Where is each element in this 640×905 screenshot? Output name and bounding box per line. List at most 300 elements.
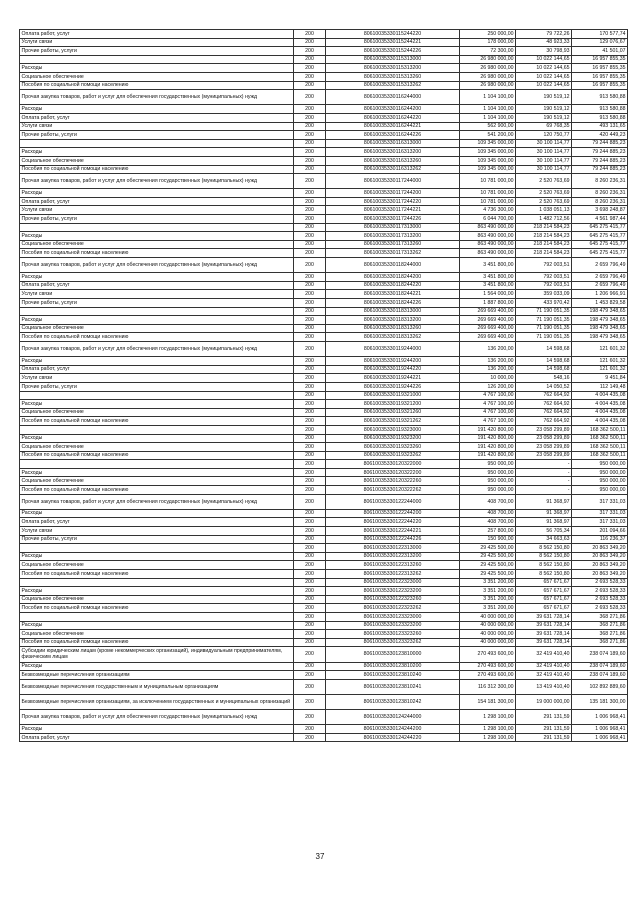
- table-row: [20, 365, 628, 374]
- row-code-cell: 200: [294, 612, 326, 621]
- unexecuted-amount-cell: 112 149,48: [572, 382, 628, 391]
- unexecuted-amount-cell: 129 076,67: [572, 38, 628, 47]
- executed-amount-cell: 19 000 000,00: [516, 694, 572, 709]
- row-label-cell: Оплата работ, услуг: [20, 518, 294, 527]
- row-label-cell: Расходы: [20, 468, 294, 477]
- table-row: [20, 630, 628, 639]
- table-row: [20, 148, 628, 157]
- approved-amount-cell: 863 490 000,00: [460, 249, 516, 258]
- table-row: [20, 55, 628, 64]
- row-label-cell: Прочая закупка товаров, работ и услуг для обеспечения государственных (муниципальных) нужд: [20, 258, 294, 273]
- budget-code-cell: 80610035330123323000: [326, 612, 460, 621]
- row-label-cell: Прочие работы, услуги: [20, 382, 294, 391]
- table-row: [20, 527, 628, 536]
- row-label-cell: Безвозмездные перечисления государственным и муниципальным организациям: [20, 679, 294, 694]
- table-row: [20, 299, 628, 308]
- executed-amount-cell: 10 022 144,65: [516, 55, 572, 64]
- approved-amount-cell: 3 351 200,00: [460, 587, 516, 596]
- row-label-cell: Расходы: [20, 400, 294, 409]
- table-row: [20, 710, 628, 725]
- budget-code-cell: 80610035330118244221: [326, 290, 460, 299]
- table-row: [20, 494, 628, 509]
- row-code-cell: 200: [294, 374, 326, 383]
- table-row: [20, 189, 628, 198]
- budget-code-cell: 80610035330122323260: [326, 595, 460, 604]
- table-row: [20, 595, 628, 604]
- row-code-cell: 200: [294, 486, 326, 495]
- row-code-cell: 200: [294, 587, 326, 596]
- row-code-cell: 200: [294, 273, 326, 282]
- row-label-cell: Услуги связи: [20, 38, 294, 47]
- unexecuted-amount-cell: 198 479 348,65: [572, 316, 628, 325]
- row-code-cell: 200: [294, 90, 326, 105]
- unexecuted-amount-cell: 198 479 348,65: [572, 324, 628, 333]
- unexecuted-amount-cell: 238 074 189,60: [572, 671, 628, 680]
- executed-amount-cell: 79 722,26: [516, 30, 572, 39]
- budget-code-cell: 80610035330119323262: [326, 451, 460, 460]
- unexecuted-amount-cell: 41 501,07: [572, 47, 628, 56]
- unexecuted-amount-cell: 8 260 236,31: [572, 174, 628, 189]
- approved-amount-cell: 40 000 000,00: [460, 621, 516, 630]
- executed-amount-cell: 39 631 728,14: [516, 612, 572, 621]
- approved-amount-cell: 250 000,00: [460, 30, 516, 39]
- row-code-cell: 200: [294, 113, 326, 122]
- row-label-cell: Прочие работы, услуги: [20, 299, 294, 308]
- unexecuted-amount-cell: 1 006 968,41: [572, 710, 628, 725]
- executed-amount-cell: 190 519,12: [516, 105, 572, 114]
- unexecuted-amount-cell: 1 453 829,58: [572, 299, 628, 308]
- budget-code-cell: 80610035330116313000: [326, 139, 460, 148]
- row-code-cell: 200: [294, 215, 326, 224]
- row-label-cell: Расходы: [20, 105, 294, 114]
- unexecuted-amount-cell: 1 006 968,41: [572, 725, 628, 734]
- table-row: [20, 240, 628, 249]
- budget-code-cell: 80610035330123323260: [326, 630, 460, 639]
- unexecuted-amount-cell: 913 580,88: [572, 113, 628, 122]
- executed-amount-cell: 792 003,51: [516, 281, 572, 290]
- table-row: [20, 417, 628, 426]
- approved-amount-cell: 950 000,00: [460, 468, 516, 477]
- executed-amount-cell: 14 598,68: [516, 365, 572, 374]
- executed-amount-cell: -: [516, 468, 572, 477]
- row-code-cell: 200: [294, 299, 326, 308]
- budget-code-cell: 80610035330123810241: [326, 679, 460, 694]
- approved-amount-cell: 863 490 000,00: [460, 223, 516, 232]
- table-row: [20, 374, 628, 383]
- row-code-cell: 200: [294, 434, 326, 443]
- approved-amount-cell: 3 351 200,00: [460, 604, 516, 613]
- approved-amount-cell: 10 781 000,00: [460, 197, 516, 206]
- table-row: [20, 165, 628, 174]
- row-code-cell: 200: [294, 630, 326, 639]
- executed-amount-cell: 2 520 763,69: [516, 189, 572, 198]
- table-row: [20, 604, 628, 613]
- budget-code-cell: 80610035330119244226: [326, 382, 460, 391]
- executed-amount-cell: -: [516, 477, 572, 486]
- executed-amount-cell: 2 520 763,69: [516, 174, 572, 189]
- approved-amount-cell: 29 425 500,00: [460, 570, 516, 579]
- approved-amount-cell: 10 781 000,00: [460, 174, 516, 189]
- row-code-cell: 200: [294, 733, 326, 742]
- budget-code-cell: 80610035330120322260: [326, 477, 460, 486]
- table-row: [20, 131, 628, 140]
- row-label-cell: Оплата работ, услуг: [20, 30, 294, 39]
- executed-amount-cell: 71 190 051,35: [516, 333, 572, 342]
- row-code-cell: 200: [294, 552, 326, 561]
- unexecuted-amount-cell: 20 863 349,20: [572, 570, 628, 579]
- approved-amount-cell: 10 000,00: [460, 374, 516, 383]
- budget-code-cell: 80610035330119244220: [326, 365, 460, 374]
- row-label-cell: Расходы: [20, 509, 294, 518]
- budget-code-cell: 80610035330119244000: [326, 341, 460, 356]
- approved-amount-cell: 3 451 800,00: [460, 258, 516, 273]
- budget-code-cell: 80610035330123323200: [326, 621, 460, 630]
- executed-amount-cell: 8 562 150,80: [516, 561, 572, 570]
- executed-amount-cell: 792 003,51: [516, 273, 572, 282]
- unexecuted-amount-cell: 170 577,74: [572, 30, 628, 39]
- executed-amount-cell: 39 631 728,14: [516, 630, 572, 639]
- table-row: [20, 535, 628, 544]
- budget-code-cell: 80610035330122313000: [326, 544, 460, 553]
- table-row: [20, 197, 628, 206]
- table-row: [20, 258, 628, 273]
- row-code-cell: 200: [294, 671, 326, 680]
- executed-amount-cell: 69 768,35: [516, 122, 572, 131]
- row-label-cell: Услуги связи: [20, 374, 294, 383]
- row-label-cell: Субсидии юридическим лицам (кроме некоммерческих организаций), индивидуальным предпринимателям, физическим лицам: [20, 647, 294, 662]
- row-label-cell: Прочая закупка товаров, работ и услуг для обеспечения государственных (муниципальных) нужд: [20, 710, 294, 725]
- approved-amount-cell: 3 451 800,00: [460, 281, 516, 290]
- budget-code-cell: 80610035330116244221: [326, 122, 460, 131]
- unexecuted-amount-cell: 1 006 968,41: [572, 733, 628, 742]
- table-row: [20, 612, 628, 621]
- approved-amount-cell: 126 200,00: [460, 382, 516, 391]
- unexecuted-amount-cell: 168 362 500,11: [572, 451, 628, 460]
- approved-amount-cell: 29 425 500,00: [460, 561, 516, 570]
- row-label-cell: Оплата работ, услуг: [20, 197, 294, 206]
- unexecuted-amount-cell: 16 957 855,35: [572, 81, 628, 90]
- approved-amount-cell: 4 767 100,00: [460, 391, 516, 400]
- table-row: [20, 587, 628, 596]
- row-code-cell: 200: [294, 122, 326, 131]
- approved-amount-cell: 1 298 100,00: [460, 725, 516, 734]
- executed-amount-cell: 218 214 584,23: [516, 249, 572, 258]
- budget-code-cell: 80610035330117313200: [326, 232, 460, 241]
- approved-amount-cell: 408 700,00: [460, 518, 516, 527]
- budget-code-cell: 80610035330122313260: [326, 561, 460, 570]
- row-label-cell: Пособия по социальной помощи населению: [20, 451, 294, 460]
- row-code-cell: 200: [294, 725, 326, 734]
- executed-amount-cell: 762 664,92: [516, 417, 572, 426]
- row-label-cell: Расходы: [20, 357, 294, 366]
- budget-code-cell: 80610035330115313000: [326, 55, 460, 64]
- budget-code-cell: 80610035330124244000: [326, 710, 460, 725]
- row-code-cell: 200: [294, 694, 326, 709]
- approved-amount-cell: 4 767 100,00: [460, 417, 516, 426]
- table-row: [20, 486, 628, 495]
- budget-code-cell: 80610035330120322000: [326, 460, 460, 469]
- unexecuted-amount-cell: 102 892 889,60: [572, 679, 628, 694]
- row-code-cell: 200: [294, 604, 326, 613]
- row-code-cell: 200: [294, 518, 326, 527]
- row-code-cell: 200: [294, 30, 326, 39]
- budget-code-cell: 80610035330122244221: [326, 527, 460, 536]
- approved-amount-cell: 109 345 000,00: [460, 156, 516, 165]
- row-code-cell: 200: [294, 206, 326, 215]
- executed-amount-cell: 34 663,63: [516, 535, 572, 544]
- approved-amount-cell: 270 493 600,00: [460, 671, 516, 680]
- executed-amount-cell: 657 671,67: [516, 587, 572, 596]
- approved-amount-cell: 1 564 000,00: [460, 290, 516, 299]
- unexecuted-amount-cell: 4 004 435,08: [572, 391, 628, 400]
- row-label-cell: [20, 55, 294, 64]
- row-label-cell: [20, 139, 294, 148]
- table-row: [20, 113, 628, 122]
- unexecuted-amount-cell: 645 275 415,77: [572, 223, 628, 232]
- table-row: [20, 316, 628, 325]
- row-label-cell: Социальное обеспечение: [20, 240, 294, 249]
- budget-code-cell: 80610035330118244220: [326, 281, 460, 290]
- table-row: [20, 638, 628, 647]
- approved-amount-cell: 136 200,00: [460, 341, 516, 356]
- executed-amount-cell: 30 100 114,77: [516, 148, 572, 157]
- row-label-cell: Социальное обеспечение: [20, 324, 294, 333]
- approved-amount-cell: 269 669 400,00: [460, 307, 516, 316]
- table-row: [20, 333, 628, 342]
- executed-amount-cell: 91 368,97: [516, 494, 572, 509]
- unexecuted-amount-cell: 1 206 966,91: [572, 290, 628, 299]
- budget-code-cell: 80610035330115313200: [326, 64, 460, 73]
- executed-amount-cell: 762 664,92: [516, 400, 572, 409]
- row-label-cell: Услуги связи: [20, 206, 294, 215]
- unexecuted-amount-cell: 950 000,00: [572, 477, 628, 486]
- table-row: [20, 38, 628, 47]
- row-label-cell: [20, 544, 294, 553]
- approved-amount-cell: 26 980 000,00: [460, 72, 516, 81]
- approved-amount-cell: 4 767 100,00: [460, 408, 516, 417]
- budget-code-cell: 80610035330115244220: [326, 30, 460, 39]
- row-code-cell: 200: [294, 223, 326, 232]
- budget-code-cell: 80610035330116313260: [326, 156, 460, 165]
- executed-amount-cell: 48 923,33: [516, 38, 572, 47]
- row-code-cell: 200: [294, 307, 326, 316]
- table-row: [20, 570, 628, 579]
- budget-code-cell: 80610035330118244000: [326, 258, 460, 273]
- unexecuted-amount-cell: 4 004 435,08: [572, 400, 628, 409]
- table-row: [20, 518, 628, 527]
- budget-code-cell: 80610035330116244000: [326, 90, 460, 105]
- executed-amount-cell: 14 050,52: [516, 382, 572, 391]
- unexecuted-amount-cell: 16 957 855,35: [572, 55, 628, 64]
- table-row: [20, 90, 628, 105]
- row-code-cell: 200: [294, 156, 326, 165]
- row-code-cell: 200: [294, 527, 326, 536]
- unexecuted-amount-cell: 16 957 855,35: [572, 64, 628, 73]
- budget-code-cell: 80610035330120322262: [326, 486, 460, 495]
- unexecuted-amount-cell: 238 074 189,60: [572, 647, 628, 662]
- approved-amount-cell: 191 420 800,00: [460, 451, 516, 460]
- row-label-cell: Расходы: [20, 621, 294, 630]
- executed-amount-cell: 762 664,92: [516, 391, 572, 400]
- row-code-cell: 200: [294, 391, 326, 400]
- row-code-cell: 200: [294, 357, 326, 366]
- executed-amount-cell: 657 671,67: [516, 595, 572, 604]
- table-row: [20, 434, 628, 443]
- row-label-cell: [20, 391, 294, 400]
- budget-code-cell: 80610035330119323200: [326, 434, 460, 443]
- approved-amount-cell: 191 420 800,00: [460, 443, 516, 452]
- budget-code-cell: 80610035330117244200: [326, 189, 460, 198]
- row-label-cell: Прочая закупка товаров, работ и услуг для обеспечения государственных (муниципальных) нужд: [20, 90, 294, 105]
- unexecuted-amount-cell: 20 863 349,20: [572, 561, 628, 570]
- table-row: [20, 122, 628, 131]
- unexecuted-amount-cell: 2 693 528,33: [572, 578, 628, 587]
- row-code-cell: 200: [294, 400, 326, 409]
- approved-amount-cell: 6 044 700,00: [460, 215, 516, 224]
- row-label-cell: Пособия по социальной помощи населению: [20, 570, 294, 579]
- approved-amount-cell: 40 000 000,00: [460, 630, 516, 639]
- unexecuted-amount-cell: 645 275 415,77: [572, 240, 628, 249]
- unexecuted-amount-cell: 950 000,00: [572, 486, 628, 495]
- executed-amount-cell: 71 190 051,35: [516, 307, 572, 316]
- row-code-cell: 200: [294, 148, 326, 157]
- approved-amount-cell: 950 000,00: [460, 477, 516, 486]
- executed-amount-cell: 23 058 299,89: [516, 434, 572, 443]
- row-label-cell: [20, 578, 294, 587]
- approved-amount-cell: 1 104 100,00: [460, 113, 516, 122]
- table-row: [20, 725, 628, 734]
- budget-code-cell: 80610035330119321000: [326, 391, 460, 400]
- row-code-cell: 200: [294, 382, 326, 391]
- approved-amount-cell: 116 312 300,00: [460, 679, 516, 694]
- executed-amount-cell: 792 003,51: [516, 258, 572, 273]
- unexecuted-amount-cell: 368 271,86: [572, 638, 628, 647]
- budget-code-cell: 80610035330117244000: [326, 174, 460, 189]
- executed-amount-cell: 190 519,12: [516, 113, 572, 122]
- row-label-cell: Расходы: [20, 587, 294, 596]
- row-code-cell: 200: [294, 64, 326, 73]
- approved-amount-cell: 40 000 000,00: [460, 638, 516, 647]
- row-code-cell: 200: [294, 249, 326, 258]
- budget-code-cell: 80610035330116244200: [326, 105, 460, 114]
- approved-amount-cell: 3 351 200,00: [460, 578, 516, 587]
- row-code-cell: 200: [294, 38, 326, 47]
- approved-amount-cell: 1 887 800,00: [460, 299, 516, 308]
- executed-amount-cell: 10 022 144,65: [516, 81, 572, 90]
- row-label-cell: [20, 425, 294, 434]
- row-label-cell: Расходы: [20, 273, 294, 282]
- approved-amount-cell: 562 900,00: [460, 122, 516, 131]
- approved-amount-cell: 1 104 100,00: [460, 90, 516, 105]
- approved-amount-cell: 3 451 800,00: [460, 273, 516, 282]
- executed-amount-cell: 23 058 299,89: [516, 451, 572, 460]
- executed-amount-cell: 190 519,12: [516, 90, 572, 105]
- unexecuted-amount-cell: 8 260 236,31: [572, 197, 628, 206]
- row-code-cell: 200: [294, 638, 326, 647]
- row-label-cell: Пособия по социальной помощи населению: [20, 165, 294, 174]
- table-row: [20, 215, 628, 224]
- approved-amount-cell: 863 490 000,00: [460, 232, 516, 241]
- budget-execution-table-sheet: [19, 29, 626, 742]
- row-code-cell: 200: [294, 570, 326, 579]
- row-code-cell: 200: [294, 240, 326, 249]
- table-row: [20, 694, 628, 709]
- row-label-cell: Социальное обеспечение: [20, 72, 294, 81]
- row-code-cell: 200: [294, 535, 326, 544]
- table-row: [20, 451, 628, 460]
- unexecuted-amount-cell: 368 271,86: [572, 612, 628, 621]
- budget-code-cell: 80610035330124244220: [326, 733, 460, 742]
- row-label-cell: Прочие работы, услуги: [20, 215, 294, 224]
- executed-amount-cell: 291 131,59: [516, 710, 572, 725]
- table-row: [20, 425, 628, 434]
- budget-code-cell: 80610035330117244221: [326, 206, 460, 215]
- unexecuted-amount-cell: 2 659 796,49: [572, 273, 628, 282]
- unexecuted-amount-cell: 420 449,23: [572, 131, 628, 140]
- executed-amount-cell: 71 190 051,35: [516, 324, 572, 333]
- budget-code-cell: 80610035330122313200: [326, 552, 460, 561]
- unexecuted-amount-cell: 493 131,65: [572, 122, 628, 131]
- budget-code-cell: 80610035330118313200: [326, 316, 460, 325]
- row-label-cell: Социальное обеспечение: [20, 561, 294, 570]
- unexecuted-amount-cell: 2 659 796,49: [572, 258, 628, 273]
- budget-code-cell: 80610035330118313262: [326, 333, 460, 342]
- row-code-cell: 200: [294, 139, 326, 148]
- executed-amount-cell: 1 482 712,56: [516, 215, 572, 224]
- executed-amount-cell: 23 058 299,89: [516, 425, 572, 434]
- budget-code-cell: 80610035330122244220: [326, 518, 460, 527]
- executed-amount-cell: 218 214 584,23: [516, 223, 572, 232]
- budget-code-cell: 80610035330122323262: [326, 604, 460, 613]
- unexecuted-amount-cell: 4 561 987,44: [572, 215, 628, 224]
- budget-code-cell: 80610035330123810000: [326, 647, 460, 662]
- executed-amount-cell: 91 368,97: [516, 509, 572, 518]
- row-label-cell: Социальное обеспечение: [20, 156, 294, 165]
- row-code-cell: 200: [294, 81, 326, 90]
- table-row: [20, 647, 628, 662]
- row-label-cell: Оплата работ, услуг: [20, 281, 294, 290]
- executed-amount-cell: 1 038 051,13: [516, 206, 572, 215]
- unexecuted-amount-cell: 3 698 248,87: [572, 206, 628, 215]
- table-row: [20, 679, 628, 694]
- unexecuted-amount-cell: 201 094,66: [572, 527, 628, 536]
- budget-code-cell: 80610035330118313000: [326, 307, 460, 316]
- executed-amount-cell: 39 631 728,14: [516, 621, 572, 630]
- budget-code-cell: 80610035330122244226: [326, 535, 460, 544]
- approved-amount-cell: 26 980 000,00: [460, 55, 516, 64]
- table-row: [20, 281, 628, 290]
- row-label-cell: Пособия по социальной помощи населению: [20, 333, 294, 342]
- budget-code-cell: 80610035330120322200: [326, 468, 460, 477]
- table-row: [20, 206, 628, 215]
- budget-code-cell: 80610035330119244200: [326, 357, 460, 366]
- row-code-cell: 200: [294, 232, 326, 241]
- table-row: [20, 174, 628, 189]
- executed-amount-cell: 657 671,67: [516, 604, 572, 613]
- budget-code-cell: 80610035330123323262: [326, 638, 460, 647]
- row-code-cell: 200: [294, 105, 326, 114]
- row-label-cell: Расходы: [20, 232, 294, 241]
- row-code-cell: 200: [294, 647, 326, 662]
- budget-code-cell: 80610035330116244220: [326, 113, 460, 122]
- budget-code-cell: 80610035330122244000: [326, 494, 460, 509]
- table-row: [20, 249, 628, 258]
- row-label-cell: Социальное обеспечение: [20, 477, 294, 486]
- row-code-cell: 200: [294, 494, 326, 509]
- unexecuted-amount-cell: 2 693 528,33: [572, 604, 628, 613]
- table-row: [20, 139, 628, 148]
- approved-amount-cell: 269 669 400,00: [460, 333, 516, 342]
